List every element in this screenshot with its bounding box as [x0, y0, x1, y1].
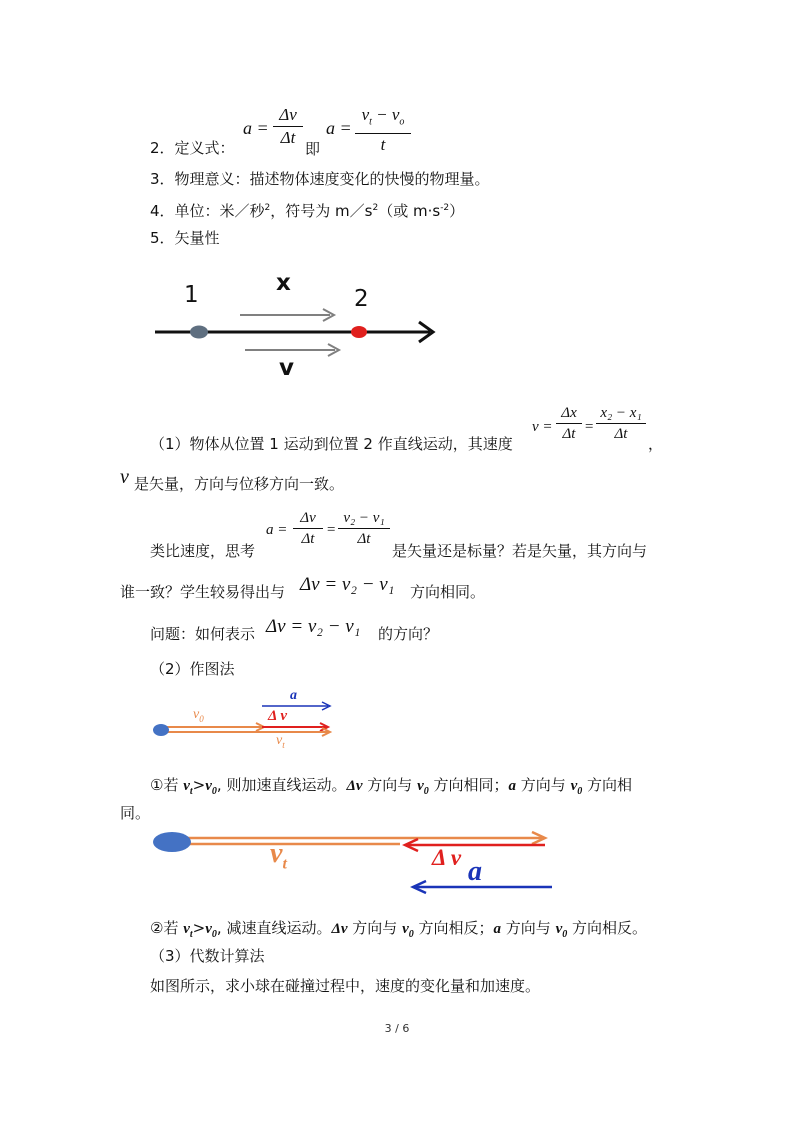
question-text1: 问题：如何表示 [150, 625, 256, 643]
para2-line2-eq: Δv = v₂ − v₁ [300, 574, 395, 595]
para1-line2: 是矢量，方向与位移方向一致。 [134, 475, 345, 493]
vector-title: 5．矢量性 [150, 229, 220, 247]
fig3-dv-label: Δ v [432, 845, 462, 870]
displacement-label: x [276, 270, 291, 296]
para1-eq-fraction2: x₂ − x₁ Δt [596, 403, 646, 444]
definition-eq1-lhs: a = [243, 118, 269, 138]
fig2-v0-label: $v_0$ [193, 707, 204, 724]
fig3-a-label: a [468, 856, 482, 887]
position-2-label: 2 [354, 286, 369, 312]
definition-eq2-lhs: a = [326, 118, 352, 138]
para2-eq-fraction1: Δv Δt [293, 508, 323, 549]
para2-line2-text1: 谁一致？学生较易得出与 [120, 583, 286, 601]
para1-comma: ， [648, 435, 664, 453]
method3-title: （3）代数计算法 [150, 947, 265, 965]
para1-v-symbol: v [120, 466, 129, 488]
para1-eq-lhs: v = [532, 419, 553, 435]
para1-eq-equals: = [584, 419, 595, 435]
unit-line: 4．单位：米／秒$^2$，符号为 $m/s^2$（或 $m\cdot s^{-2}$） [150, 202, 465, 220]
page-number: 3 / 6 [384, 1022, 410, 1035]
eq1-denominator: Δt [280, 128, 296, 147]
physical-meaning: 3．物理意义：描述物体速度变化的快慢的物理量。 [150, 170, 490, 188]
fig2-a-label: a [290, 688, 297, 703]
definition-conj: 即 [305, 140, 321, 158]
fig3-vt-label: $v_t$ [270, 838, 287, 873]
para1-eq-fraction1: Δx Δt [556, 403, 582, 444]
eq2-numerator: $v_t - v_o$ [361, 105, 405, 128]
final-text: 如图所示，求小球在碰撞过程中，速度的变化量和加速度。 [150, 977, 541, 995]
para2-eq-fraction2: v₂ − v₁ Δt [338, 508, 390, 549]
para2-eq-lhs: a = [266, 522, 288, 538]
fig2-dv-label: Δ v [268, 708, 287, 724]
velocity-label: v [279, 355, 294, 381]
eq2-denominator: t [380, 135, 386, 155]
para1-text: （1）物体从位置 1 运动到位置 2 作直线运动，其速度 [150, 435, 513, 453]
question-eq: Δv = v₂ − v₁ [266, 616, 361, 637]
para2-eq-equals: = [326, 522, 337, 538]
case1-line1: ①若 $v_t>v_0$, 则加速直线运动。Δv 方向与 $v_0$ 方向相同；a 方向与 $v_0$ 方向相 [150, 776, 633, 797]
para2-text1: 类比速度，思考 [150, 542, 256, 560]
question-text2: 的方向？ [378, 625, 439, 643]
definition-label: 2．定义式： [150, 139, 235, 157]
eq1-numerator: Δv [279, 105, 297, 124]
para2-line2-text2: 方向相同。 [410, 583, 486, 601]
position-1-label: 1 [184, 282, 199, 308]
fig2-vt-label: $v_t$ [276, 733, 285, 750]
case1-line2: 同。 [120, 804, 151, 822]
fig3-ball [153, 832, 191, 852]
para2-text2: 是矢量还是标量？若是矢量，其方向与 [392, 542, 648, 560]
case2-line: ②若 $v_t>v_0$, 减速直线运动。Δv 方向与 $v_0$ 方向相反；a 方向与 $v_0$ 方向相反。 [150, 919, 648, 940]
method2-title: （2）作图法 [150, 660, 235, 678]
